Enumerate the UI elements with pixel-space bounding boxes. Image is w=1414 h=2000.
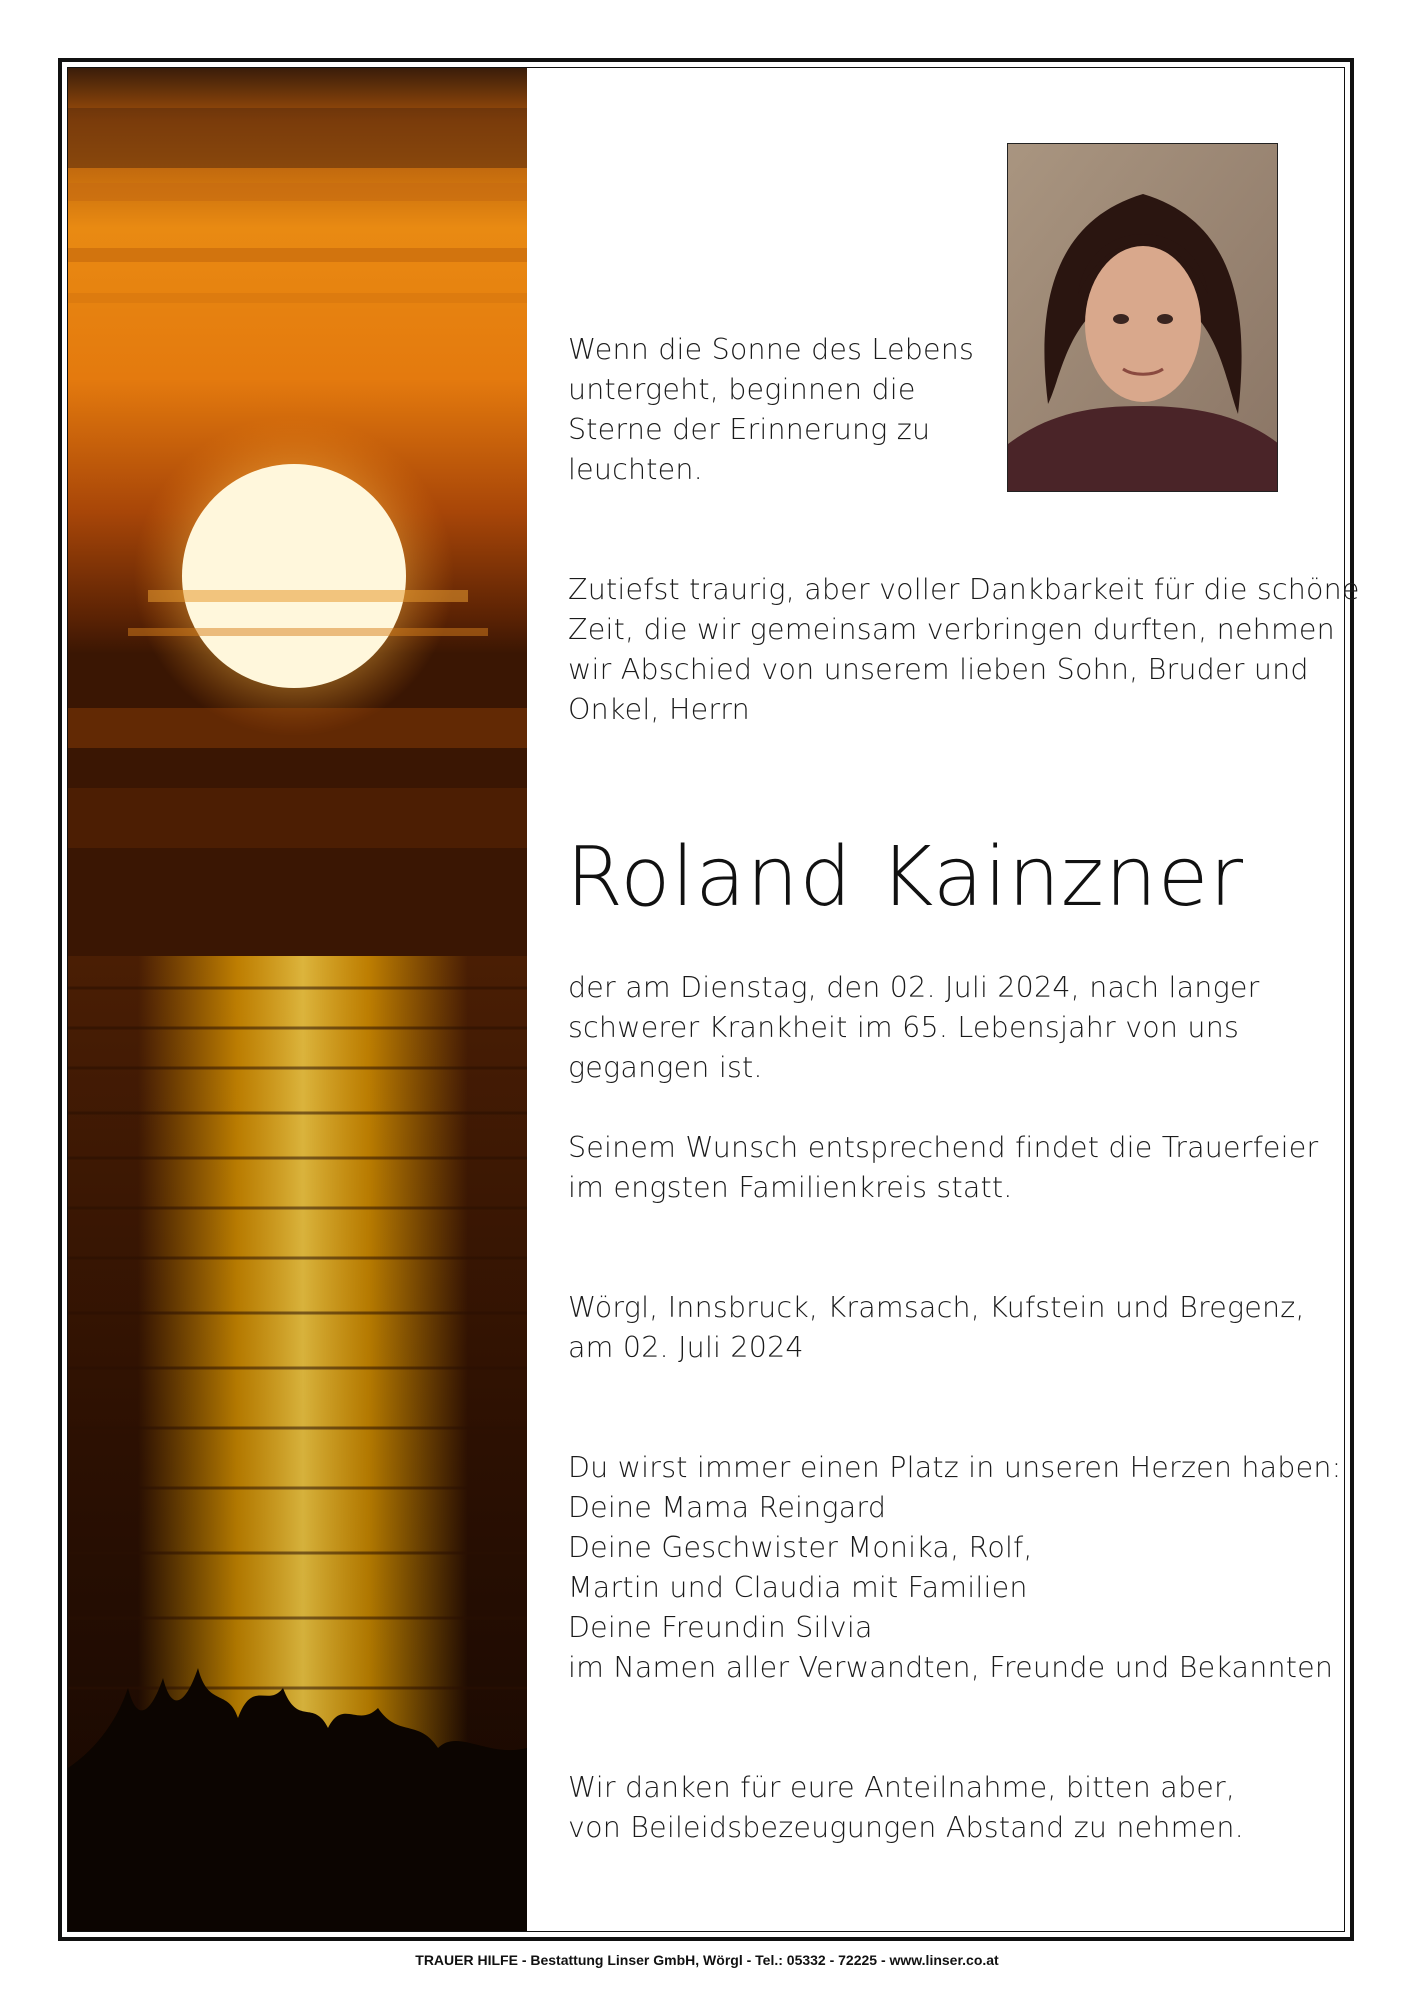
deceased-name: Roland Kainzner <box>566 830 1245 925</box>
intro-text: Zutiefst traurig, aber voller Dankbarkeit für die schöne Zeit, die wir gemeinsam verbringen durften, nehmen wir Abschied von unserem lieben Sohn, Bruder und Onkel, Herrn <box>568 573 1360 726</box>
footer-imprint: TRAUER HILFE - Bestattung Linser GmbH, Wörgl - Tel.: 05332 - 72225 - www.linser.co.at <box>415 1952 999 1968</box>
thanks-note: Wir danken für eure Anteilnahme, bitten aber, von Beileidsbezeugungen Abstand zu nehmen. <box>568 1771 1244 1844</box>
funeral-notice: Seinem Wunsch entsprechend findet die Trauerfeier im engsten Familienkreis statt. <box>568 1131 1319 1204</box>
portrait-photo <box>1007 143 1278 492</box>
mourners-list: Du wirst immer einen Platz in unseren Herzen haben: Deine Mama Reingard Deine Geschwister Monika, Rolf, Martin und Claudia mit Familien Deine Freundin Silvia im Namen aller Verwandten, Freunde und Bekannten <box>568 1451 1342 1684</box>
sunset-photo <box>68 68 527 1931</box>
death-notice: der am Dienstag, den 02. Juli 2024, nach langer schwerer Krankheit im 65. Lebensjahr von uns gegangen ist. <box>568 971 1260 1084</box>
memorial-quote: Wenn die Sonne des Lebens untergeht, beginnen die Sterne der Erinnerung zu leuchten. <box>568 333 975 486</box>
place-date: Wörgl, Innsbruck, Kramsach, Kufstein und Bregenz, am 02. Juli 2024 <box>568 1291 1305 1364</box>
